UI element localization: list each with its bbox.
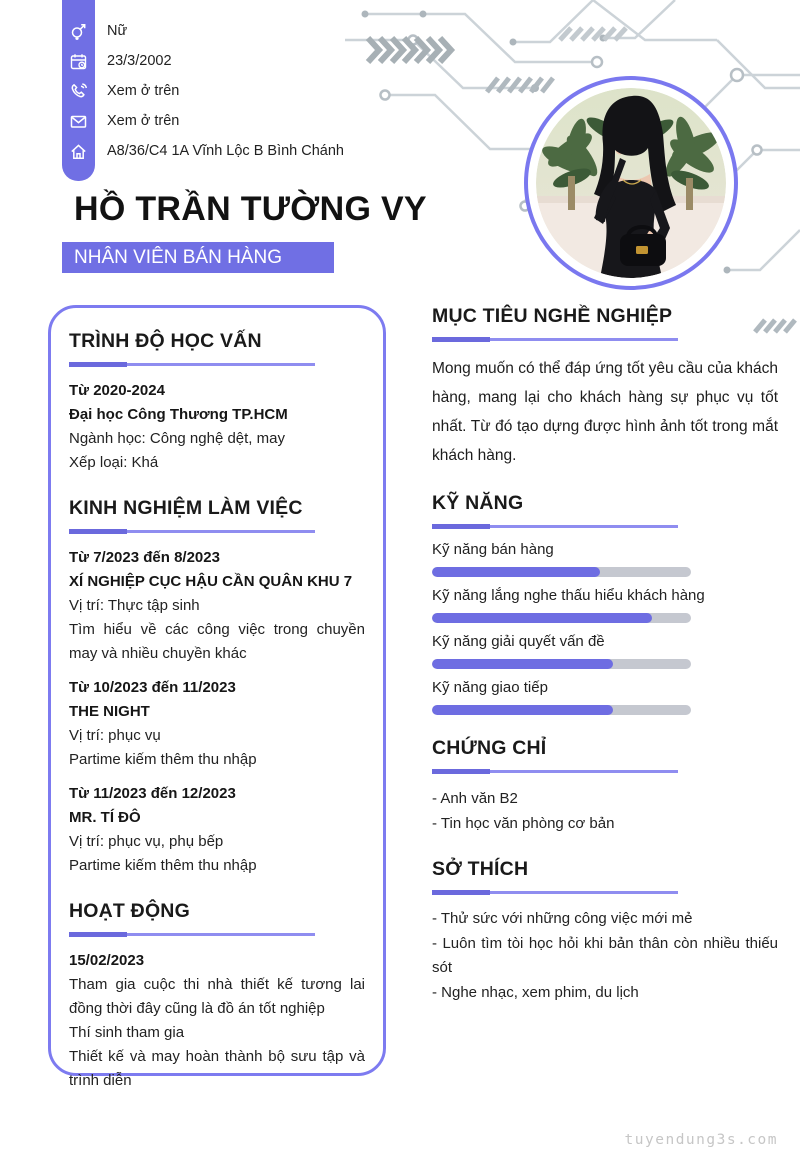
certificate-item: - Anh văn B2 xyxy=(432,790,518,807)
skill-item xyxy=(432,679,778,715)
experience-role: Vị trí: phục vụ xyxy=(69,727,161,744)
skill-label: Kỹ năng bán hàng xyxy=(432,541,554,558)
experience-org: MR. TÍ ĐÔ xyxy=(69,809,141,826)
certificate-list xyxy=(432,786,778,836)
section-divider xyxy=(69,362,315,367)
section-title-certificates: CHỨNG CHỈ xyxy=(432,737,547,759)
section-title-objective: MỤC TIÊU NGHỀ NGHIỆP xyxy=(432,305,673,327)
section-divider xyxy=(69,529,315,534)
experience-detail: Tìm hiểu về các công việc trong chuyền may và nhiều chuyền khác xyxy=(69,621,365,662)
contact-row-birthdate xyxy=(62,46,344,76)
contact-value: A8/36/C4 1A Vĩnh Lộc B Bình Chánh xyxy=(107,143,344,159)
experience-entry xyxy=(69,782,365,878)
objective-text: Mong muốn có thể đáp ứng tốt yêu cầu của khách hàng, mang lại cho khách hàng sự phục vụ tốt nhất. Từ đó tạo dựng được hình ảnh tốt trong mắt khách hàng. xyxy=(432,360,778,464)
contact-row-address xyxy=(62,136,344,166)
section-divider xyxy=(432,524,678,529)
education-school: Đại học Công Thương TP.HCM xyxy=(69,406,288,423)
education-entry xyxy=(69,379,365,475)
education-major: Ngành học: Công nghệ dệt, may xyxy=(69,430,285,447)
skill-bar xyxy=(432,567,691,577)
candidate-name: HỒ TRẦN TƯỜNG VY xyxy=(74,190,427,228)
skill-item xyxy=(432,633,778,669)
experience-org: THE NIGHT xyxy=(69,703,150,720)
contact-value: Nữ xyxy=(107,23,128,39)
gender-icon xyxy=(62,22,95,41)
section-divider xyxy=(432,890,678,895)
hobby-list xyxy=(432,907,778,1005)
skill-label: Kỹ năng giải quyết vấn đề xyxy=(432,633,605,650)
skill-bar-fill xyxy=(432,659,613,669)
education-grade: Xếp loại: Khá xyxy=(69,454,159,471)
experience-entry xyxy=(69,546,365,666)
experience-role: Vị trí: Thực tập sinh xyxy=(69,597,200,614)
contact-section xyxy=(62,16,344,166)
contact-row-gender xyxy=(62,16,344,46)
skill-item xyxy=(432,541,778,577)
left-panel xyxy=(48,305,386,1089)
job-title-badge: NHÂN VIÊN BÁN HÀNG xyxy=(62,242,334,273)
hobby-item: - Thử sức với những công việc mới mẻ xyxy=(432,910,693,927)
skill-bar-fill xyxy=(432,567,600,577)
right-column xyxy=(432,305,778,1005)
experience-role: Vị trí: phục vụ, phụ bếp xyxy=(69,833,224,850)
section-title-experience: KINH NGHIỆM LÀM VIỆC xyxy=(69,497,303,519)
phone-icon xyxy=(62,82,95,101)
section-title-hobbies: SỞ THÍCH xyxy=(432,858,529,880)
section-title-education: TRÌNH ĐỘ HỌC VẤN xyxy=(69,330,262,352)
profile-photo xyxy=(524,76,738,290)
contact-value: Xem ở trên xyxy=(107,83,180,99)
site-watermark: tuyendung3s.com xyxy=(624,1132,778,1148)
contact-value: Xem ở trên xyxy=(107,113,180,129)
section-title-activities: HOẠT ĐỘNG xyxy=(69,900,190,922)
skill-bar-fill xyxy=(432,705,613,715)
skill-bar xyxy=(432,659,691,669)
experience-period: Từ 11/2023 đến 12/2023 xyxy=(69,785,236,802)
activity-line: Thí sinh tham gia xyxy=(69,1024,185,1041)
skill-item xyxy=(432,587,778,623)
experience-period: Từ 7/2023 đến 8/2023 xyxy=(69,549,220,566)
contact-row-phone[interactable] xyxy=(62,76,344,106)
skill-label: Kỹ năng lắng nghe thấu hiểu khách hàng xyxy=(432,587,705,604)
skill-label: Kỹ năng giao tiếp xyxy=(432,679,548,696)
skill-bar xyxy=(432,613,691,623)
section-title-skills: KỸ NĂNG xyxy=(432,492,524,514)
skill-bar-fill xyxy=(432,613,652,623)
activity-entry xyxy=(69,949,365,1093)
activity-line: Thiết kế và may hoàn thành bộ sưu tập và trình diễn xyxy=(69,1048,365,1089)
contact-row-email[interactable] xyxy=(62,106,344,136)
skill-bar xyxy=(432,705,691,715)
hobby-item: - Nghe nhạc, xem phim, du lịch xyxy=(432,983,639,1001)
calendar-icon xyxy=(62,52,95,71)
activity-date: 15/02/2023 xyxy=(69,952,145,969)
home-icon xyxy=(62,142,95,161)
experience-entry xyxy=(69,676,365,772)
section-divider xyxy=(69,932,315,937)
education-period: Từ 2020-2024 xyxy=(69,382,165,399)
experience-detail: Partime kiếm thêm thu nhập xyxy=(69,857,257,874)
hobby-item: - Luôn tìm tòi học hỏi khi bản thân còn nhiều thiếu sót xyxy=(432,934,778,976)
mail-icon xyxy=(62,112,95,131)
certificate-item: - Tin học văn phòng cơ bản xyxy=(432,815,615,832)
activity-line: Tham gia cuộc thi nhà thiết kế tương lai đồng thời đây cũng là đồ án tốt nghiệp xyxy=(69,976,365,1017)
experience-org: XÍ NGHIỆP CỤC HẬU CẦN QUÂN KHU 7 xyxy=(69,573,353,590)
experience-period: Từ 10/2023 đến 11/2023 xyxy=(69,679,236,696)
experience-detail: Partime kiếm thêm thu nhập xyxy=(69,751,257,768)
section-divider xyxy=(432,769,678,774)
section-divider xyxy=(432,337,678,342)
contact-value: 23/3/2002 xyxy=(107,53,172,69)
